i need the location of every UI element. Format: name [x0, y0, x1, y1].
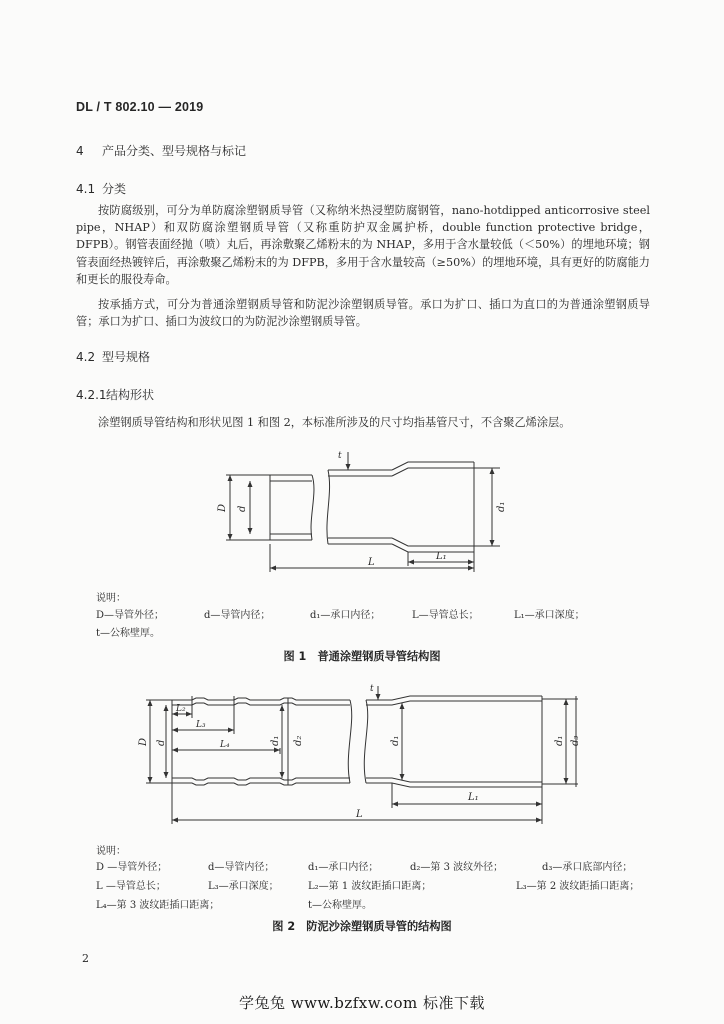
section-4-2-1-heading	[76, 386, 154, 403]
legend-item: L₂—第 1 波纹距插口距离；	[308, 881, 432, 892]
label-L3: L₃	[196, 720, 206, 730]
figure-2-caption: 图 2 防泥沙涂塑钢质导管的结构图	[272, 920, 452, 933]
figure-1-note-title: 说明：	[96, 593, 126, 604]
watermark-footer: 学兔兔 www.bzfxw.com 标准下载	[238, 994, 486, 1012]
section-title: 产品分类、型号规格与标记	[102, 144, 247, 158]
label-d1-end: d₁	[554, 735, 565, 746]
label-L1: L₁	[436, 551, 447, 562]
section-title: 结构形状	[106, 388, 155, 402]
page-number: 2	[82, 952, 89, 965]
standard-code: DL / T 802.10 — 2019	[76, 100, 204, 114]
figure-1-legend	[96, 606, 656, 646]
label-t: t	[338, 451, 342, 461]
legend-item: D —导管外径；	[96, 862, 168, 873]
section-4-1-heading	[76, 180, 126, 197]
label-d3: d₃	[570, 735, 581, 746]
label-L4: L₄	[220, 740, 230, 750]
legend-item: L—导管总长；	[412, 610, 479, 621]
figure-2-legend	[96, 858, 666, 914]
figure-2-note-title: 说明：	[96, 846, 126, 857]
legend-item: t—公称壁厚。	[308, 900, 373, 911]
legend-item: d—导管内径；	[204, 610, 271, 621]
figure-1-drawing	[200, 448, 530, 576]
label-L1: L₁	[468, 792, 479, 803]
figure-2-drawing	[130, 678, 600, 828]
section-title: 分类	[102, 182, 127, 196]
section-title: 型号规格	[102, 350, 151, 364]
legend-item: d₂—第 3 波纹外径；	[410, 862, 504, 873]
label-t: t	[370, 684, 374, 694]
label-d: d	[156, 739, 167, 746]
section-number: 4.2	[76, 350, 96, 364]
legend-item: d₃—承口底部内径；	[542, 862, 633, 873]
legend-item: d₁—承口内径；	[310, 610, 381, 621]
section-number: 4	[76, 144, 84, 158]
legend-item: L —导管总长；	[96, 881, 166, 892]
legend-item: L₃—承口深度；	[208, 881, 279, 892]
figure-1-caption: 图 1 普通涂塑钢质导管结构图	[283, 650, 441, 663]
section-number: 4.1	[76, 182, 96, 196]
legend-item: d₁—承口内径；	[308, 862, 379, 873]
classification-paragraph-2: 按承插方式，可分为普通涂塑钢质导管和防泥沙涂塑钢质导管。承口为扩口、插口为直口的为普通涂塑钢质导管；承口为扩口、插口为波纹口的为防泥沙涂塑钢质导管。	[76, 298, 650, 329]
legend-item: L₃—第 2 波纹距插口距离；	[516, 881, 640, 892]
section-4-2-heading	[76, 348, 150, 365]
section-4-heading	[76, 142, 246, 159]
legend-item: d—导管内径；	[208, 862, 275, 873]
label-d1-socket: d₁	[390, 735, 401, 746]
legend-item: t—公称壁厚。	[96, 628, 161, 639]
legend-item: L₁—承口深度；	[514, 610, 585, 621]
section-number: 4.2.1	[76, 388, 107, 402]
label-d2: d₂	[293, 735, 304, 746]
classification-paragraph-1: 按防腐级别，可分为单防腐涂塑钢质导管（又称纳米热浸塑防腐钢管，nano-hotdipped anticorrosive steel pipe，NHAP）和双防腐涂塑钢质导管（又称重防护双金属护桥，double function protective bridge，DFPB）。钢管表面经抛（喷）丸后，再涂敷聚乙烯粉末的为 NHAP，多用于含水量较低（＜50%）的埋地环境；钢管表面经热镀锌后，再涂敷聚乙烯粉末的为 DFPB，多用于含水量较高（≥50%）的埋地环境，具有更好的防腐能力和更长的服役寿命。	[76, 204, 650, 286]
label-D: D	[138, 737, 149, 746]
legend-item: L₄—第 3 波纹距插口距离；	[96, 900, 220, 911]
label-L: L	[368, 557, 375, 568]
label-D: D	[217, 503, 228, 512]
label-L: L	[356, 809, 363, 820]
label-d1: d₁	[270, 735, 281, 746]
legend-item: D—导管外径；	[96, 610, 165, 621]
label-d1: d₁	[496, 501, 507, 512]
label-d: d	[237, 505, 248, 512]
label-L2: L₂	[176, 704, 186, 714]
structure-paragraph: 涂塑钢质导管结构和形状见图 1 和图 2，本标准所涉及的尺寸均指基管尺寸，不含聚乙烯涂层。	[98, 416, 571, 429]
